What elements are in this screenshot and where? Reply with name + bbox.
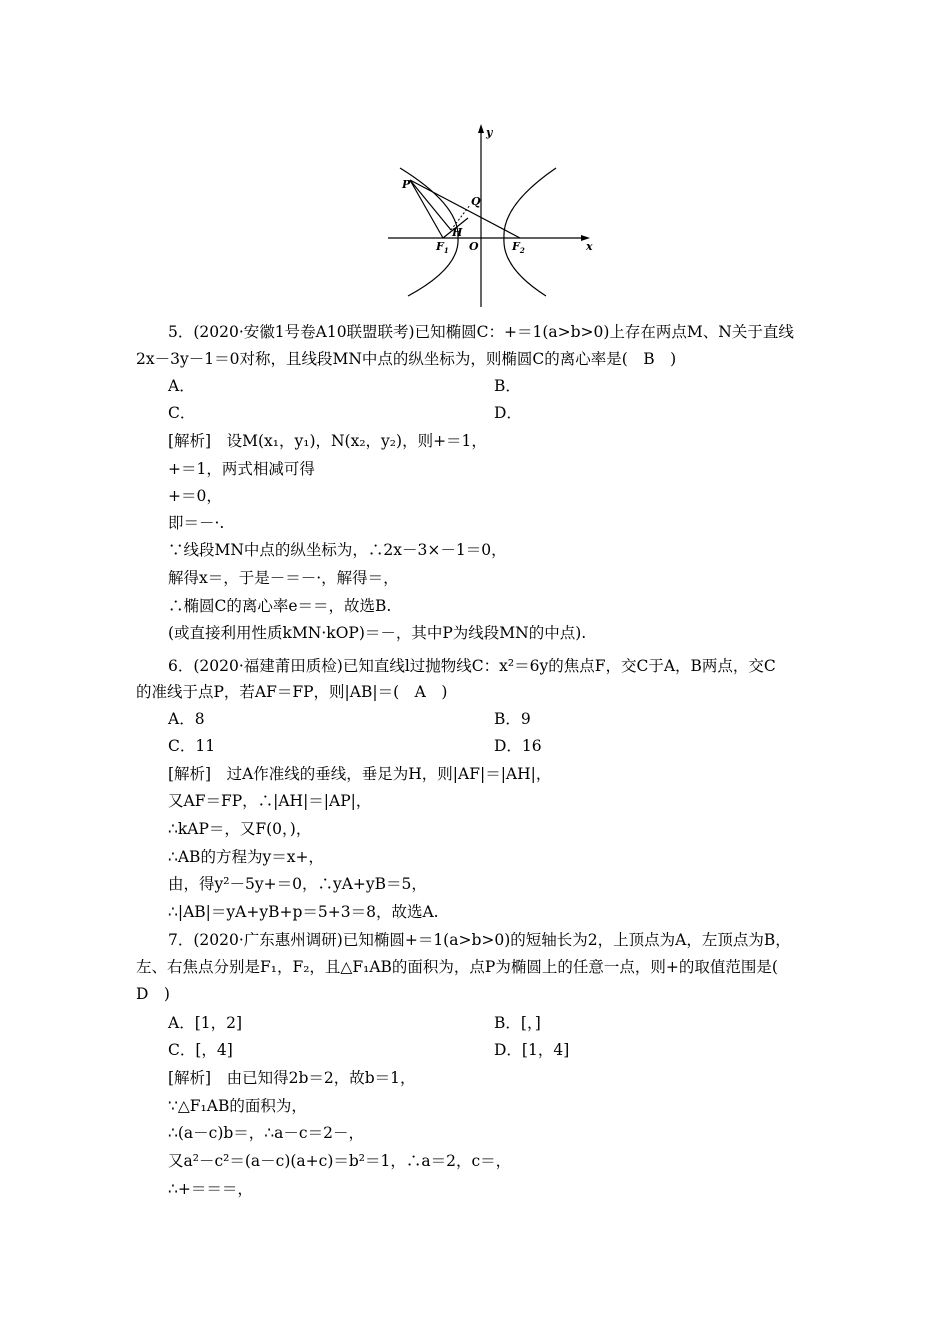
- hyperbola-figure: [380, 120, 600, 315]
- label-y: y: [486, 126, 493, 139]
- q7-solution-line3: ∴(a－c)b＝，∴a－c＝2－，: [168, 1124, 364, 1142]
- q5-solution-line8: (或直接利用性质kMN·kOP)＝－，其中P为线段MN的中点).: [168, 624, 587, 642]
- q5-stem-line1: 5．(2020·安徽1号卷A10联盟联考)已知椭圆C：+＝1(a>b>0)上存在两点M、N关于直线: [168, 323, 794, 341]
- label-F2: $F_2$: [512, 240, 525, 255]
- q7-option-c: C．[，4]: [168, 1041, 233, 1059]
- q6-solution-line6: ∴|AB|＝yA+yB+p＝5+3＝8，故选A.: [168, 903, 439, 921]
- q5-option-b: B．: [494, 377, 521, 395]
- q6-stem-line2: 的准线于点P，若AF＝FP，则|AB|＝( A ): [136, 683, 448, 701]
- label-F1: $F_1$: [436, 240, 449, 255]
- y-axis-arrow: [478, 124, 484, 133]
- q7-stem-line2: 左、右焦点分别是F₁，F₂，且△F₁AB的面积为，点P为椭圆上的任意一点，则+的取值范围是(: [136, 958, 778, 976]
- q6-option-d: D．16: [494, 737, 542, 755]
- label-x: x: [586, 240, 593, 253]
- q5-solution-line7: ∴椭圆C的离心率e＝＝，故选B.: [168, 597, 392, 615]
- label-H: H: [452, 226, 463, 239]
- q5-option-d: D．: [494, 404, 522, 422]
- q6-option-a: A．8: [168, 710, 205, 728]
- q7-solution-line5: ∴+＝＝＝，: [168, 1180, 253, 1198]
- q6-option-c: C．11: [168, 737, 216, 755]
- q5-solution-line1: [解析] 设M(x₁，y₁)，N(x₂，y₂)，则+＝1，: [168, 432, 487, 450]
- q6-solution-line4: ∴AB的方程为y＝x+，: [168, 848, 324, 866]
- q6-solution-line2: 又AF＝FP，∴|AH|＝|AP|，: [168, 792, 372, 810]
- q7-solution-line2: ∵△F₁AB的面积为，: [168, 1097, 307, 1115]
- q5-option-a: A．: [168, 377, 195, 395]
- label-Q: Q: [471, 195, 481, 208]
- q5-stem-line2: 2x－3y－1＝0对称，且线段MN中点的纵坐标为，则椭圆C的离心率是( B ): [136, 350, 677, 368]
- q5-solution-line5: ∵线段MN中点的纵坐标为，∴2x－3×－1＝0，: [168, 541, 507, 559]
- q7-option-b: B．[，]: [494, 1014, 541, 1032]
- q6-solution-line3: ∴kAP＝，又F(0，)，: [168, 820, 312, 838]
- q5-solution-line2: +＝1，两式相减可得: [168, 460, 315, 478]
- q5-solution-line3: +＝0，: [168, 487, 222, 505]
- q7-stem-line3: D ): [136, 985, 170, 1003]
- label-O: O: [469, 240, 479, 253]
- q6-solution-line1: [解析] 过A作准线的垂线，垂足为H，则|AF|＝|AH|，: [168, 765, 552, 783]
- q6-stem-line1: 6．(2020·福建莆田质检)已知直线l过抛物线C：x²＝6y的焦点F，交C于A，B两点，交C: [168, 657, 776, 675]
- hyperbola-right-branch: [504, 168, 556, 296]
- q7-option-d: D．[1，4]: [494, 1041, 570, 1059]
- q5-solution-line4: 即＝－·.: [168, 514, 225, 532]
- q7-stem-line1: 7．(2020·广东惠州调研)已知椭圆+＝1(a>b>0)的短轴长为2，上顶点为A，左顶点为B，: [168, 931, 791, 949]
- q7-solution-line1: [解析] 由已知得2b＝2，故b＝1，: [168, 1069, 416, 1087]
- q6-option-b: B．9: [494, 710, 531, 728]
- q7-solution-line4: 又a²－c²＝(a－c)(a+c)＝b²＝1，∴a＝2，c＝，: [168, 1152, 512, 1170]
- q5-option-c: C．: [168, 404, 196, 422]
- q7-option-a: A．[1，2]: [168, 1014, 243, 1032]
- q5-solution-line6: 解得x＝，于是－＝－·，解得＝，: [168, 569, 399, 587]
- label-P: P: [402, 178, 411, 191]
- q6-solution-line5: 由，得y²－5y+＝0，∴yA+yB＝5，: [168, 875, 427, 893]
